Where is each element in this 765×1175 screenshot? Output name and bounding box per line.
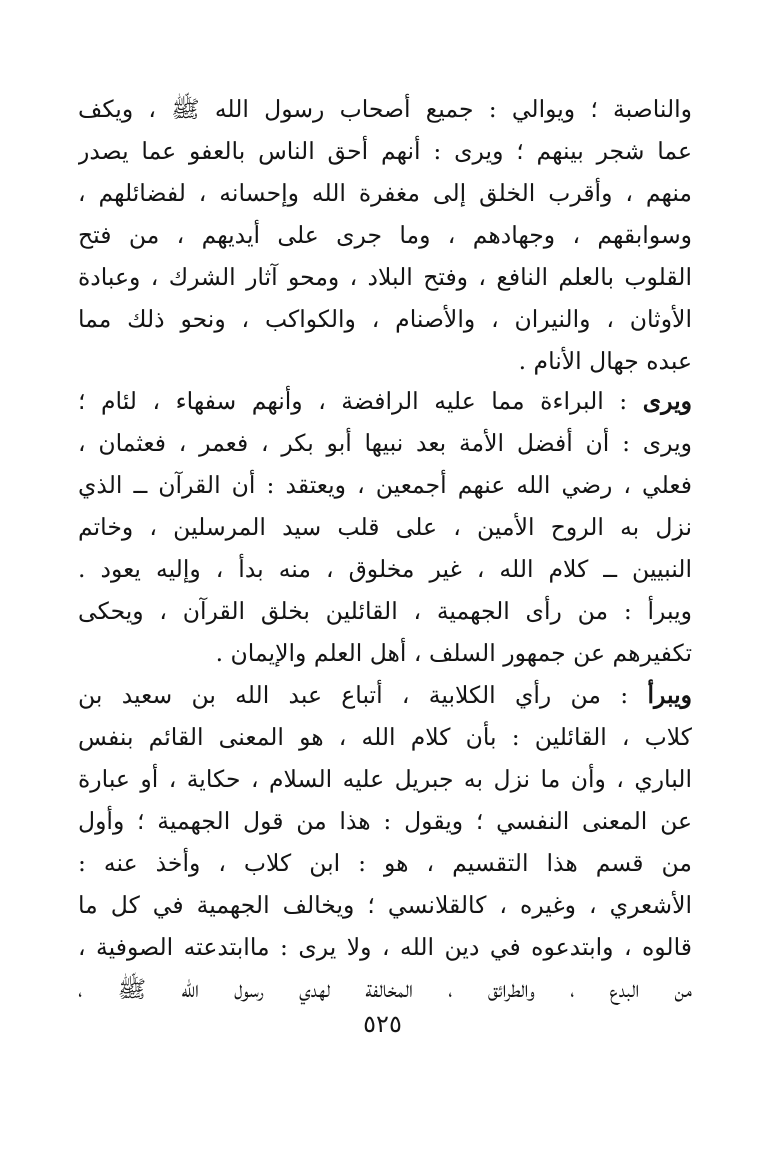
paragraph-2 [78,380,692,674]
text-line: ويبرأ : من رأى الجهمية ، القائلين بخلق القرآن ، ويحكى [78,597,692,625]
text-line: الأوثان ، والنيران ، والأصنام ، والكواكب ، ونحو ذلك مما [78,305,692,333]
text-line: ويبرأ : من رأي الكلابية ، أتباع عبد الله بن سعيد بن [78,681,692,709]
text-line: من قسم هذا التقسيم ، هو : ابن كلاب ، وأخذ عنه : [78,849,692,877]
paragraph-1 [78,88,692,382]
paragraph-lead-word: ويبرأ [647,681,692,709]
text-line: عن المعنى النفسي ؛ ويقول : هذا من قول الجهمية ؛ وأول [78,807,692,835]
text-line: النبيين ــ كلام الله ، غير مخلوق ، منه بدأ ، وإليه يعود . [78,555,692,583]
text-line: نزل به الروح الأمين ، على قلب سيد المرسلين ، وخاتم [78,513,692,541]
paragraph-lead-word: ويرى [642,387,692,415]
text-line: ويرى : البراءة مما عليه الرافضة ، وأنهم سفهاء ، لئام ؛ [78,387,692,415]
page-number: ٥٢٥ [363,1010,402,1038]
text-line: القلوب بالعلم النافع ، وفتح البلاد ، ومحو آثار الشرك ، وعبادة [78,263,692,291]
text-line: منهم ، وأقرب الخلق إلى مغفرة الله وإحسانه ، لفضائلهم ، [78,179,692,207]
text-line: عبده جهال الأنام . [518,347,692,375]
text-line: الأشعري ، وغيره ، كالقلانسي ؛ ويخالف الجهمية في كل ما [78,891,692,919]
text-line: كلاب ، القائلين : بأن كلام الله ، هو المعنى القائم بنفس [78,723,692,751]
text-line: والناصبة ؛ ويوالي : جميع أصحاب رسول الله ﷺ ، ويكف [78,95,692,123]
text-line: فعلي ، رضي الله عنهم أجمعين ، ويعتقد : أن القرآن ــ الذي [78,471,692,499]
text-line: الباري ، وأن ما نزل به جبريل عليه السلام ، حكاية ، أو عبارة [78,765,692,793]
text-line: ويرى : أن أفضل الأمة بعد نبيها أبو بكر ، فعمر ، فعثمان ، [78,429,692,457]
text-line: وسوابقهم ، وجهادهم ، وما جرى على أيديهم ، من فتح [78,221,692,249]
text-line: تكفيرهم عن جمهور السلف ، أهل العلم والإيمان . [215,639,692,667]
text-line: قالوه ، وابتدعوه في دين الله ، ولا يرى : ماابتدعته الصوفية ، [78,933,692,961]
paragraph-3 [78,674,692,1010]
text-line: من البدع ، والطرائق ، المخالفة لهدي رسول الله ﷺ ، [78,975,692,1003]
text-line: عما شجر بينهم ؛ ويرى : أنهم أحق الناس بالعفو عما يصدر [78,137,692,165]
